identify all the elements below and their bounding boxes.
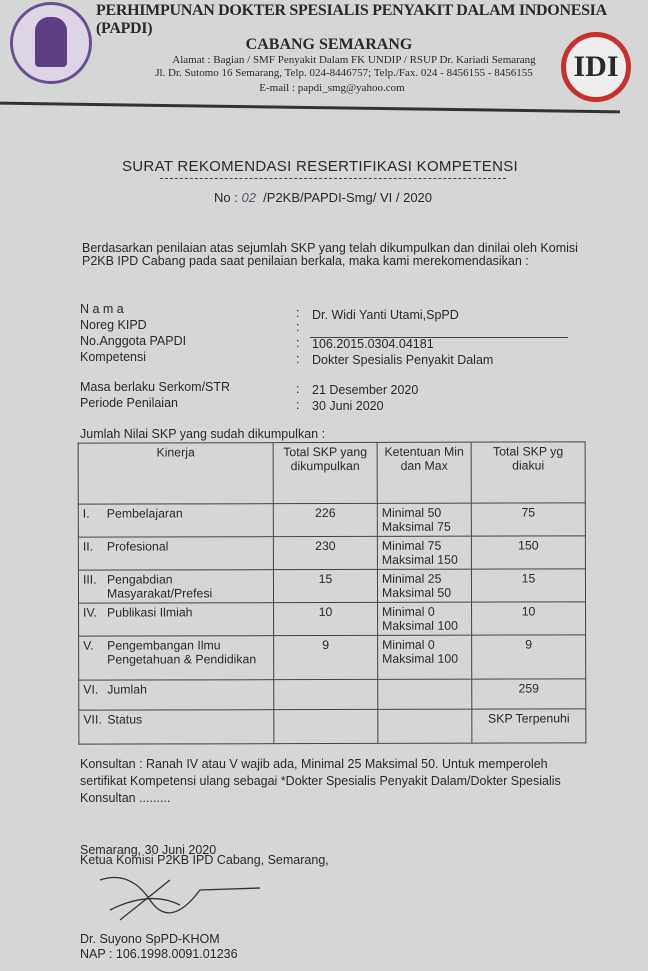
table-row xyxy=(78,569,585,603)
signer-nap: NAP : 106.1998.0091.01236 xyxy=(80,947,238,961)
row-name: Profesional xyxy=(106,539,169,554)
row-name: Pengabdian Masyarakat/Prefesi xyxy=(106,572,213,601)
idi-logo-text: IDI xyxy=(573,50,619,83)
min-value: Minimal 25 xyxy=(381,571,442,586)
field-colon: : xyxy=(296,352,300,366)
kinerja-cell xyxy=(79,680,274,711)
total-cell xyxy=(274,709,378,743)
ketentuan-cell xyxy=(378,679,472,709)
field-value: 30 Juni 2020 xyxy=(312,399,384,413)
kinerja-cell xyxy=(79,710,274,745)
row-name: Jumlah xyxy=(107,682,147,697)
diakui-cell: 9 xyxy=(472,635,586,679)
kinerja-cell xyxy=(79,603,274,637)
max-value: Maksimal 75 xyxy=(381,519,451,534)
document-title: SURAT REKOMENDASI RESERTIFIKASI KOMPETENSI xyxy=(122,158,519,175)
row-number: VII. xyxy=(83,712,102,727)
org-name: PERHIMPUNAN DOKTER SPESIALIS PENYAKIT DALAM INDONESIA (PAPDI) xyxy=(96,2,606,37)
ketentuan-cell xyxy=(377,569,471,602)
ketentuan-cell xyxy=(378,602,472,635)
row-number: V. xyxy=(83,638,94,653)
total-cell: 226 xyxy=(273,503,377,536)
consultant-note: Konsultan : Ranah IV atau V wajib ada, Minimal 25 Maksimal 50. Untuk memperoleh sertifikat Kompetensi ulang sebagai *Dokter Spesialis Penyakit Dalam/Dokter Spesialis Konsultan ......... xyxy=(80,757,561,805)
total-cell: 10 xyxy=(274,602,378,635)
header-ketentuan: Ketentuan Min dan Max xyxy=(377,442,471,503)
address-line-2: Jl. Dr. Sutomo 16 Semarang, Telp. 024-8446757; Telp./Fax. 024 - 8456155 - 8456155 xyxy=(155,67,533,79)
field-colon: : xyxy=(296,382,300,396)
table-row xyxy=(78,503,585,537)
kinerja-cell xyxy=(78,504,273,538)
intro-paragraph: Berdasarkan penilaian atas sejumlah SKP yang telah dikumpulkan dan dinilai oleh Komisi P2KB IPD Cabang pada saat penilaian berkala, maka kami merekomendasikan : xyxy=(82,241,578,268)
ketentuan-cell xyxy=(377,536,471,569)
total-cell: 15 xyxy=(273,569,377,602)
kinerja-cell xyxy=(78,570,273,604)
header-diakui: Total SKP yg diakui xyxy=(471,442,585,503)
header-total: Total SKP yang dikumpulkan xyxy=(273,442,377,503)
row-name: Status xyxy=(107,712,143,727)
min-value: Minimal 75 xyxy=(381,538,442,553)
diakui-cell: 10 xyxy=(472,602,586,635)
row-number: VI. xyxy=(83,682,99,697)
min-value: Minimal 0 xyxy=(382,604,435,619)
sign-place-date: Semarang, 30 Juni 2020 xyxy=(80,843,217,857)
row-number: IV. xyxy=(83,605,97,620)
field-label: Noreg KIPD xyxy=(80,318,147,332)
row-number: III. xyxy=(82,572,97,587)
number-label: No : xyxy=(214,190,238,205)
max-value: Maksimal 100 xyxy=(382,618,458,633)
diakui-cell: 75 xyxy=(471,503,585,536)
table-row xyxy=(78,536,585,570)
field-label: Masa berlaku Serkom/STR xyxy=(80,380,231,394)
max-value: Maksimal 50 xyxy=(381,585,452,600)
ketentuan-cell xyxy=(378,709,472,743)
branch-name: CABANG SEMARANG xyxy=(245,36,413,53)
number-handwritten: 02 xyxy=(241,190,256,205)
skp-table xyxy=(78,441,587,744)
field-label: N a m a xyxy=(80,302,124,316)
title-underline xyxy=(160,178,506,179)
field-value: 106.2015.0304.04181 xyxy=(312,337,434,351)
table-row xyxy=(79,602,586,636)
max-value: Maksimal 100 xyxy=(382,651,459,666)
ketentuan-cell xyxy=(377,503,471,536)
diakui-cell: SKP Terpenuhi xyxy=(472,709,586,743)
field-value: Dokter Spesialis Penyakit Dalam xyxy=(312,353,494,367)
row-name: Publikasi Ilmiah xyxy=(107,605,193,620)
field-colon: : xyxy=(296,398,300,412)
diakui-cell: 15 xyxy=(471,569,585,602)
number-rest: /P2KB/PAPDI-Smg/ VI / 2020 xyxy=(263,190,433,205)
row-number: I. xyxy=(82,506,90,521)
field-label: Kompetensi xyxy=(80,350,147,364)
signature-scribble xyxy=(90,860,270,930)
field-value: Dr. Widi Yanti Utami,SpPD xyxy=(312,308,459,322)
signer-name: Dr. Suyono SpPD-KHOM xyxy=(80,932,220,946)
row-number: II. xyxy=(82,539,94,554)
sign-role: Ketua Komisi P2KB IPD Cabang, Semarang, xyxy=(80,853,329,867)
min-value: Minimal 0 xyxy=(382,637,435,652)
email: E-mail : papdi_smg@yahoo.com xyxy=(259,82,405,94)
total-cell: 230 xyxy=(273,536,377,569)
field-colon: : xyxy=(296,306,300,320)
row-name: Pengembangan Ilmu Pengetahuan & Pendidikan xyxy=(107,638,257,667)
max-value: Maksimal 150 xyxy=(381,552,458,567)
address-line-1: Alamat : Bagian / SMF Penyakit Dalam FK UNDIP / RSUP Dr. Kariadi Semarang xyxy=(172,54,536,66)
table-row xyxy=(79,635,586,680)
document-number xyxy=(214,190,432,205)
min-value: Minimal 50 xyxy=(381,505,442,520)
kinerja-cell xyxy=(78,537,273,571)
header-kinerja: Kinerja xyxy=(78,443,273,505)
field-value: 21 Desember 2020 xyxy=(312,383,419,397)
field-label: Periode Penilaian xyxy=(80,396,178,410)
field-colon: : xyxy=(296,336,300,350)
table-row xyxy=(79,709,586,744)
diakui-cell: 150 xyxy=(471,536,585,569)
field-label: No.Anggota PAPDI xyxy=(80,334,187,348)
table-label: Jumlah Nilai SKP yang sudah dikumpulkan : xyxy=(80,427,326,441)
diakui-cell: 259 xyxy=(472,679,586,709)
table-row xyxy=(79,679,586,710)
field-colon: : xyxy=(296,320,300,334)
ketentuan-cell xyxy=(378,635,472,679)
kinerja-cell xyxy=(79,636,274,681)
total-cell: 9 xyxy=(274,635,378,679)
header-divider xyxy=(0,102,620,114)
total-cell xyxy=(274,679,378,709)
noreg-line xyxy=(310,337,568,338)
row-name: Pembelajaran xyxy=(106,506,183,521)
